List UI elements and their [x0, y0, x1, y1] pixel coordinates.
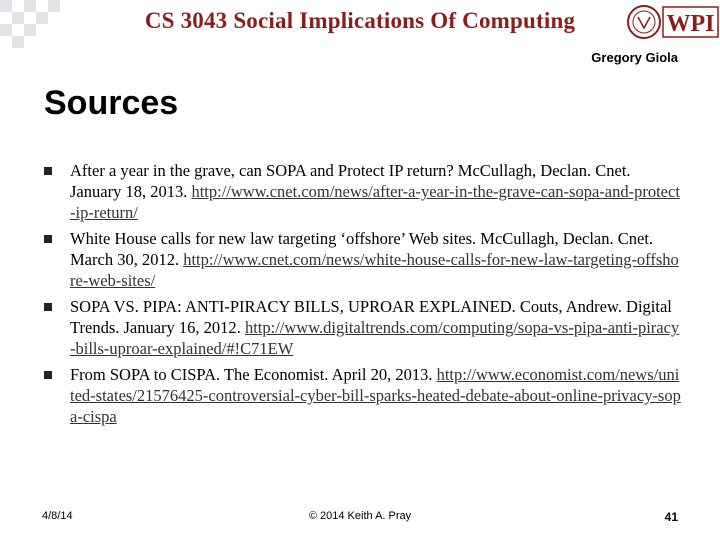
source-link[interactable]: http://www.digitaltrends.com/computing/sopa-vs-pipa-anti-piracy-bills-uproar-explained/#!C71EW [70, 318, 680, 358]
bullet-square-icon [44, 167, 52, 175]
source-item [42, 160, 682, 223]
source-item [42, 364, 682, 427]
sources-list [42, 160, 682, 432]
bullet-square-icon [44, 235, 52, 243]
source-link[interactable]: http://www.cnet.com/news/after-a-year-in-the-grave-can-sopa-and-protect-ip-return/ [70, 182, 680, 222]
presenter-name: Gregory Giola [591, 50, 678, 65]
wpi-logo [627, 4, 719, 40]
bullet-square-icon [44, 371, 52, 379]
source-link[interactable]: http://www.cnet.com/news/white-house-calls-for-new-law-targeting-offshore-web-sites/ [70, 250, 679, 290]
source-citation: SOPA VS. PIPA: ANTI-PIRACY BILLS, UPROAR EXPLAINED. Couts, Andrew. Digital Trends. January 16, 2012. [70, 297, 672, 337]
footer-copyright: © 2014 Keith A. Pray [308, 510, 412, 522]
bullet-square-icon [44, 303, 52, 311]
source-link[interactable]: http://www.economist.com/news/united-states/21576425-controversial-cyber-bill-sparks-heated-debate-about-online-privacy-sopa-cispa [70, 365, 681, 426]
slide-title: Sources [44, 84, 179, 122]
source-citation: From SOPA to CISPA. The Economist. April 20, 2013. [70, 365, 433, 384]
source-item [42, 228, 682, 291]
page-number: 41 [664, 510, 678, 524]
course-title: CS 3043 Social Implications Of Computing [144, 8, 576, 33]
source-citation: White House calls for new law targeting ‘offshore’ Web sites. McCullagh, Declan. Cnet. March 30, 2012. [70, 229, 654, 269]
footer-date: 4/8/14 [42, 510, 73, 522]
source-citation: After a year in the grave, can SOPA and Protect IP return? McCullagh, Declan. Cnet. January 18, 2013. [70, 161, 631, 201]
wpi-logo-text: WPI [666, 11, 715, 37]
source-item [42, 296, 682, 359]
